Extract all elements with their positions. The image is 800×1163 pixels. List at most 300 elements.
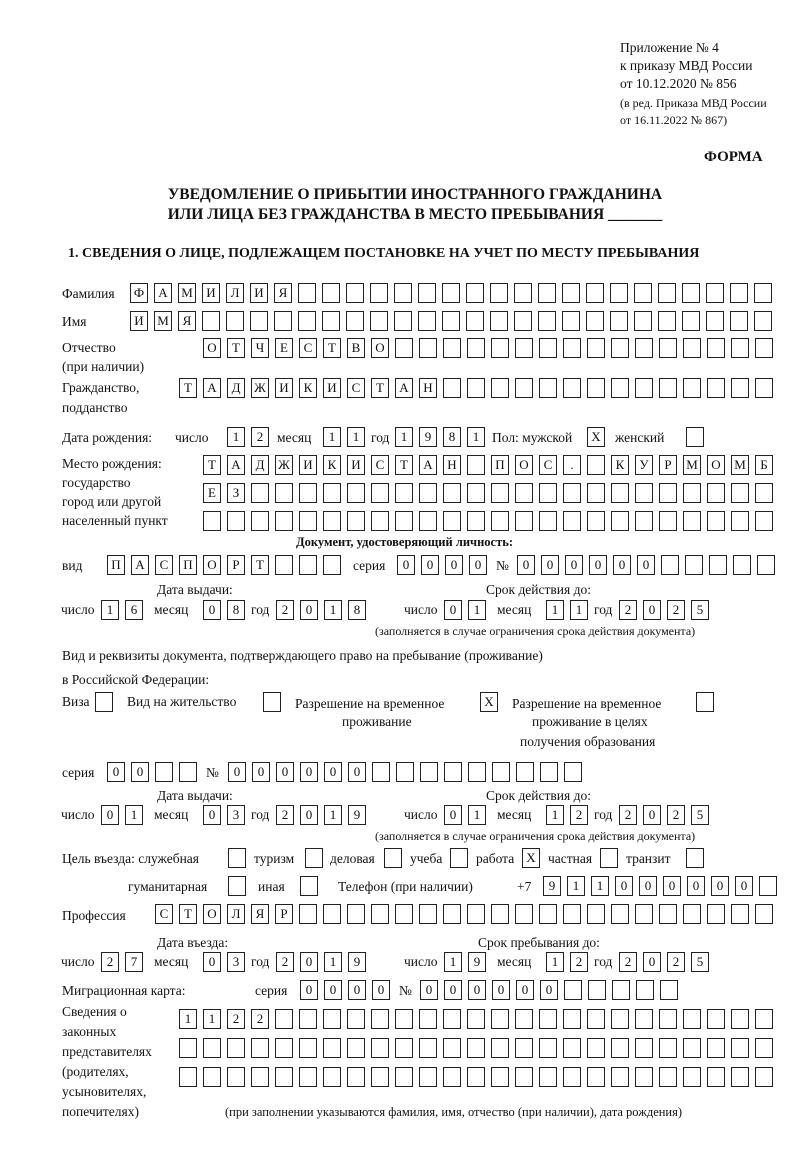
purpose-transit-checkbox-cell[interactable]	[686, 848, 704, 868]
profession-field-cell[interactable]	[467, 904, 485, 924]
entry-year-cell[interactable]: 0	[300, 952, 318, 972]
birth-place-field-cell[interactable]: И	[347, 455, 365, 475]
id-number-field-cell[interactable]: 0	[637, 555, 655, 575]
stay-number-field-cell[interactable]	[372, 762, 390, 782]
representatives-field-cell[interactable]	[587, 1038, 605, 1058]
name-field-cell[interactable]	[322, 311, 340, 331]
representatives-field-cell[interactable]	[467, 1009, 485, 1029]
surname-field-cell[interactable]	[298, 283, 316, 303]
profession-field-cell[interactable]	[395, 904, 413, 924]
birth-place-field-cell[interactable]	[539, 511, 557, 531]
birth-place-field-cell[interactable]	[611, 483, 629, 503]
patronymic-field-cell[interactable]	[539, 338, 557, 358]
birth-place-field-cell[interactable]	[563, 483, 581, 503]
representatives-field-cell[interactable]	[755, 1067, 773, 1087]
representatives-field-cell[interactable]	[203, 1067, 221, 1087]
representatives-field-cell[interactable]	[731, 1067, 749, 1087]
stay-number-field-cell[interactable]	[516, 762, 534, 782]
birth-place-field-cell[interactable]	[731, 483, 749, 503]
birth-place-field-cell[interactable]	[611, 511, 629, 531]
representatives-field-cell[interactable]	[491, 1038, 509, 1058]
id-series-field-cell[interactable]: 0	[445, 555, 463, 575]
stay-valid-month-cell[interactable]: 1	[546, 805, 564, 825]
stay-until-year-cell[interactable]: 0	[643, 952, 661, 972]
representatives-field-cell[interactable]	[755, 1009, 773, 1029]
patronymic-field-cell[interactable]	[587, 338, 605, 358]
citizenship-field-cell[interactable]: Т	[371, 378, 389, 398]
entry-day-cell[interactable]: 7	[125, 952, 143, 972]
name-field-cell[interactable]	[274, 311, 292, 331]
representatives-field-cell[interactable]: 1	[179, 1009, 197, 1029]
stay-valid-day-cell[interactable]: 1	[468, 805, 486, 825]
stay-until-month-cell[interactable]: 2	[570, 952, 588, 972]
surname-field-cell[interactable]: Л	[226, 283, 244, 303]
phone-field-cell[interactable]: 0	[687, 876, 705, 896]
profession-field-cell[interactable]	[491, 904, 509, 924]
patronymic-field-cell[interactable]	[443, 338, 461, 358]
profession-field-cell[interactable]	[371, 904, 389, 924]
birth-place-field-cell[interactable]	[683, 511, 701, 531]
birth-place-field-cell[interactable]	[683, 483, 701, 503]
stay-number-field-cell[interactable]: 0	[252, 762, 270, 782]
citizenship-field-cell[interactable]	[587, 378, 605, 398]
citizenship-field-cell[interactable]	[659, 378, 677, 398]
citizenship-field-cell[interactable]: Ж	[251, 378, 269, 398]
temp-res-edu-checkbox-cell[interactable]	[696, 692, 714, 712]
id-issue-day-cell[interactable]: 1	[101, 600, 119, 620]
birth-place-field-cell[interactable]	[443, 483, 461, 503]
representatives-field-cell[interactable]	[251, 1067, 269, 1087]
id-number-field-cell[interactable]	[733, 555, 751, 575]
representatives-field-cell[interactable]	[467, 1067, 485, 1087]
phone-field-cell[interactable]: 0	[639, 876, 657, 896]
representatives-field-cell[interactable]	[611, 1067, 629, 1087]
patronymic-field-cell[interactable]: О	[203, 338, 221, 358]
name-field-cell[interactable]: Я	[178, 311, 196, 331]
representatives-field-cell[interactable]	[539, 1009, 557, 1029]
stay-until-day-cell[interactable]: 9	[468, 952, 486, 972]
representatives-field-cell[interactable]	[443, 1009, 461, 1029]
representatives-field-cell[interactable]	[371, 1009, 389, 1029]
id-kind-field-cell[interactable]: С	[155, 555, 173, 575]
stay-number-field-cell[interactable]	[396, 762, 414, 782]
representatives-field-cell[interactable]	[299, 1009, 317, 1029]
profession-field-cell[interactable]: С	[155, 904, 173, 924]
name-field-cell[interactable]	[538, 311, 556, 331]
birth-place-field-cell[interactable]	[635, 483, 653, 503]
birth-place-field-cell[interactable]	[755, 483, 773, 503]
citizenship-field-cell[interactable]: Д	[227, 378, 245, 398]
birth-place-field-cell[interactable]: К	[323, 455, 341, 475]
birth-place-field-cell[interactable]: К	[611, 455, 629, 475]
profession-field-cell[interactable]	[515, 904, 533, 924]
mc-number-field-cell[interactable]: 0	[540, 980, 558, 1000]
profession-field-cell[interactable]	[659, 904, 677, 924]
profession-field-cell[interactable]	[731, 904, 749, 924]
patronymic-field-cell[interactable]: Т	[323, 338, 341, 358]
citizenship-field-cell[interactable]	[491, 378, 509, 398]
id-issue-year-cell[interactable]: 2	[276, 600, 294, 620]
birth-place-field-cell[interactable]: С	[371, 455, 389, 475]
profession-field-cell[interactable]: Т	[179, 904, 197, 924]
birth-year-cell[interactable]: 1	[467, 427, 485, 447]
representatives-field-cell[interactable]	[563, 1009, 581, 1029]
surname-field-cell[interactable]	[490, 283, 508, 303]
purpose-business-checkbox-cell[interactable]	[384, 848, 402, 868]
representatives-field-cell[interactable]	[659, 1067, 677, 1087]
patronymic-field-cell[interactable]	[635, 338, 653, 358]
purpose-private-checkbox-cell[interactable]	[600, 848, 618, 868]
citizenship-field-cell[interactable]: Т	[179, 378, 197, 398]
surname-field-cell[interactable]	[682, 283, 700, 303]
name-field-cell[interactable]	[754, 311, 772, 331]
birth-place-field-cell[interactable]	[395, 511, 413, 531]
patronymic-field-cell[interactable]	[755, 338, 773, 358]
patronymic-field-cell[interactable]	[563, 338, 581, 358]
birth-place-field-cell[interactable]	[299, 483, 317, 503]
representatives-field-cell[interactable]	[395, 1067, 413, 1087]
birth-year-cell[interactable]: 1	[395, 427, 413, 447]
birth-place-field-cell[interactable]: Ж	[275, 455, 293, 475]
surname-field-cell[interactable]	[658, 283, 676, 303]
representatives-field-cell[interactable]	[683, 1038, 701, 1058]
entry-month-cell[interactable]: 3	[227, 952, 245, 972]
representatives-field-cell[interactable]	[275, 1009, 293, 1029]
profession-field-cell[interactable]	[443, 904, 461, 924]
name-field-cell[interactable]	[490, 311, 508, 331]
id-series-field-cell[interactable]: 0	[421, 555, 439, 575]
representatives-field-cell[interactable]	[275, 1038, 293, 1058]
id-number-field-cell[interactable]	[757, 555, 775, 575]
surname-field-cell[interactable]	[586, 283, 604, 303]
birth-place-field-cell[interactable]	[635, 511, 653, 531]
profession-field-cell[interactable]	[755, 904, 773, 924]
surname-field-cell[interactable]	[610, 283, 628, 303]
surname-field-cell[interactable]	[514, 283, 532, 303]
id-issue-day-cell[interactable]: 6	[125, 600, 143, 620]
citizenship-field-cell[interactable]	[563, 378, 581, 398]
representatives-field-cell[interactable]	[755, 1038, 773, 1058]
patronymic-field-cell[interactable]: Е	[275, 338, 293, 358]
id-issue-year-cell[interactable]: 1	[324, 600, 342, 620]
patronymic-field-cell[interactable]	[515, 338, 533, 358]
birth-day-cell[interactable]: 2	[251, 427, 269, 447]
mc-number-field-cell[interactable]: 0	[516, 980, 534, 1000]
citizenship-field-cell[interactable]	[635, 378, 653, 398]
representatives-field-cell[interactable]	[611, 1038, 629, 1058]
representatives-field-cell[interactable]	[323, 1038, 341, 1058]
phone-field-cell[interactable]: 0	[711, 876, 729, 896]
id-issue-year-cell[interactable]: 0	[300, 600, 318, 620]
representatives-field-cell[interactable]	[395, 1038, 413, 1058]
profession-field-cell[interactable]: Л	[227, 904, 245, 924]
purpose-humanitarian-checkbox-cell[interactable]	[228, 876, 246, 896]
stay-issue-year-cell[interactable]: 2	[276, 805, 294, 825]
representatives-field-cell[interactable]	[443, 1067, 461, 1087]
visa-checkbox-cell[interactable]	[95, 692, 113, 712]
id-valid-year-cell[interactable]: 0	[643, 600, 661, 620]
stay-until-year-cell[interactable]: 5	[691, 952, 709, 972]
surname-field-cell[interactable]	[634, 283, 652, 303]
birth-place-field-cell[interactable]: О	[707, 455, 725, 475]
stay-series-field-cell[interactable]	[155, 762, 173, 782]
profession-field-cell[interactable]	[323, 904, 341, 924]
representatives-field-cell[interactable]	[419, 1038, 437, 1058]
birth-place-field-cell[interactable]: А	[419, 455, 437, 475]
representatives-field-cell[interactable]	[419, 1067, 437, 1087]
name-field-cell[interactable]	[298, 311, 316, 331]
mc-number-field-cell[interactable]	[588, 980, 606, 1000]
mc-number-field-cell[interactable]	[564, 980, 582, 1000]
birth-place-field-cell[interactable]	[323, 483, 341, 503]
phone-field-cell[interactable]: 9	[543, 876, 561, 896]
birth-place-field-cell[interactable]	[539, 483, 557, 503]
name-field-cell[interactable]	[562, 311, 580, 331]
id-kind-field-cell[interactable]	[323, 555, 341, 575]
surname-field-cell[interactable]: И	[250, 283, 268, 303]
citizenship-field-cell[interactable]	[707, 378, 725, 398]
surname-field-cell[interactable]	[370, 283, 388, 303]
name-field-cell[interactable]	[634, 311, 652, 331]
id-kind-field-cell[interactable]: П	[107, 555, 125, 575]
birth-place-field-cell[interactable]	[587, 455, 605, 475]
birth-place-field-cell[interactable]	[467, 483, 485, 503]
surname-field-cell[interactable]	[562, 283, 580, 303]
representatives-field-cell[interactable]	[323, 1067, 341, 1087]
citizenship-field-cell[interactable]: С	[347, 378, 365, 398]
birth-place-field-cell[interactable]	[347, 511, 365, 531]
citizenship-field-cell[interactable]	[731, 378, 749, 398]
stay-valid-month-cell[interactable]: 2	[570, 805, 588, 825]
id-valid-day-cell[interactable]: 1	[468, 600, 486, 620]
representatives-field-cell[interactable]	[731, 1038, 749, 1058]
phone-field-cell[interactable]: 0	[735, 876, 753, 896]
representatives-field-cell[interactable]	[179, 1067, 197, 1087]
birth-place-field-cell[interactable]	[275, 511, 293, 531]
birth-place-field-cell[interactable]: Е	[203, 483, 221, 503]
citizenship-field-cell[interactable]: А	[395, 378, 413, 398]
entry-year-cell[interactable]: 2	[276, 952, 294, 972]
birth-place-field-cell[interactable]	[707, 483, 725, 503]
patronymic-field-cell[interactable]: С	[299, 338, 317, 358]
surname-field-cell[interactable]: Ф	[130, 283, 148, 303]
surname-field-cell[interactable]: Я	[274, 283, 292, 303]
patronymic-field-cell[interactable]	[467, 338, 485, 358]
stay-valid-year-cell[interactable]: 2	[667, 805, 685, 825]
patronymic-field-cell[interactable]	[395, 338, 413, 358]
patronymic-field-cell[interactable]: Ч	[251, 338, 269, 358]
patronymic-field-cell[interactable]: В	[347, 338, 365, 358]
representatives-field-cell[interactable]	[635, 1009, 653, 1029]
birth-place-field-cell[interactable]	[371, 511, 389, 531]
mc-number-field-cell[interactable]: 0	[492, 980, 510, 1000]
representatives-field-cell[interactable]	[707, 1067, 725, 1087]
surname-field-cell[interactable]	[754, 283, 772, 303]
birth-place-field-cell[interactable]	[659, 511, 677, 531]
representatives-field-cell[interactable]	[419, 1009, 437, 1029]
profession-field-cell[interactable]	[635, 904, 653, 924]
entry-year-cell[interactable]: 9	[348, 952, 366, 972]
residence-checkbox-cell[interactable]	[263, 692, 281, 712]
profession-field-cell[interactable]	[611, 904, 629, 924]
surname-field-cell[interactable]: М	[178, 283, 196, 303]
purpose-official-checkbox-cell[interactable]	[228, 848, 246, 868]
mc-number-field-cell[interactable]: 0	[420, 980, 438, 1000]
birth-place-field-cell[interactable]: Д	[251, 455, 269, 475]
representatives-field-cell[interactable]	[347, 1067, 365, 1087]
birth-place-field-cell[interactable]	[467, 455, 485, 475]
patronymic-field-cell[interactable]	[683, 338, 701, 358]
stay-issue-year-cell[interactable]: 1	[324, 805, 342, 825]
representatives-field-cell[interactable]	[635, 1067, 653, 1087]
birth-place-field-cell[interactable]	[203, 511, 221, 531]
representatives-field-cell[interactable]	[563, 1067, 581, 1087]
representatives-field-cell[interactable]	[203, 1038, 221, 1058]
stay-number-field-cell[interactable]	[444, 762, 462, 782]
birth-month-cell[interactable]: 1	[323, 427, 341, 447]
stay-until-year-cell[interactable]: 2	[667, 952, 685, 972]
birth-place-field-cell[interactable]	[323, 511, 341, 531]
name-field-cell[interactable]	[730, 311, 748, 331]
mc-number-field-cell[interactable]: 0	[444, 980, 462, 1000]
id-number-field-cell[interactable]	[685, 555, 703, 575]
birth-place-field-cell[interactable]: Б	[755, 455, 773, 475]
stay-number-field-cell[interactable]: 0	[276, 762, 294, 782]
representatives-field-cell[interactable]: 2	[227, 1009, 245, 1029]
representatives-field-cell[interactable]	[707, 1038, 725, 1058]
profession-field-cell[interactable]	[563, 904, 581, 924]
citizenship-field-cell[interactable]	[515, 378, 533, 398]
birth-place-field-cell[interactable]	[371, 483, 389, 503]
representatives-field-cell[interactable]	[611, 1009, 629, 1029]
birth-place-field-cell[interactable]: З	[227, 483, 245, 503]
surname-field-cell[interactable]: А	[154, 283, 172, 303]
birth-place-field-cell[interactable]: У	[635, 455, 653, 475]
name-field-cell[interactable]	[706, 311, 724, 331]
representatives-field-cell[interactable]	[659, 1038, 677, 1058]
stay-number-field-cell[interactable]	[468, 762, 486, 782]
entry-month-cell[interactable]: 0	[203, 952, 221, 972]
representatives-field-cell[interactable]	[251, 1038, 269, 1058]
birth-place-field-cell[interactable]	[515, 483, 533, 503]
id-kind-field-cell[interactable]: Т	[251, 555, 269, 575]
phone-field-cell[interactable]: 1	[567, 876, 585, 896]
representatives-field-cell[interactable]	[299, 1038, 317, 1058]
birth-place-field-cell[interactable]	[491, 511, 509, 531]
birth-place-field-cell[interactable]	[515, 511, 533, 531]
id-issue-month-cell[interactable]: 0	[203, 600, 221, 620]
birth-place-field-cell[interactable]	[251, 511, 269, 531]
patronymic-field-cell[interactable]	[659, 338, 677, 358]
patronymic-field-cell[interactable]	[419, 338, 437, 358]
birth-place-field-cell[interactable]	[707, 511, 725, 531]
id-valid-day-cell[interactable]: 0	[444, 600, 462, 620]
purpose-study-checkbox-cell[interactable]	[450, 848, 468, 868]
surname-field-cell[interactable]	[346, 283, 364, 303]
surname-field-cell[interactable]	[730, 283, 748, 303]
id-kind-field-cell[interactable]	[299, 555, 317, 575]
birth-place-field-cell[interactable]	[347, 483, 365, 503]
name-field-cell[interactable]	[418, 311, 436, 331]
surname-field-cell[interactable]: И	[202, 283, 220, 303]
representatives-field-cell[interactable]	[227, 1038, 245, 1058]
representatives-field-cell[interactable]	[179, 1038, 197, 1058]
birth-place-field-cell[interactable]: О	[515, 455, 533, 475]
id-kind-field-cell[interactable]: О	[203, 555, 221, 575]
representatives-field-cell[interactable]	[371, 1067, 389, 1087]
citizenship-field-cell[interactable]	[467, 378, 485, 398]
stay-issue-year-cell[interactable]: 0	[300, 805, 318, 825]
stay-valid-year-cell[interactable]: 2	[619, 805, 637, 825]
stay-series-field-cell[interactable]: 0	[131, 762, 149, 782]
birth-place-field-cell[interactable]: Р	[659, 455, 677, 475]
id-valid-year-cell[interactable]: 2	[619, 600, 637, 620]
id-number-field-cell[interactable]	[661, 555, 679, 575]
stay-number-field-cell[interactable]	[540, 762, 558, 782]
birth-place-field-cell[interactable]: .	[563, 455, 581, 475]
entry-year-cell[interactable]: 1	[324, 952, 342, 972]
stay-until-year-cell[interactable]: 2	[619, 952, 637, 972]
stay-number-field-cell[interactable]	[564, 762, 582, 782]
representatives-field-cell[interactable]: 1	[203, 1009, 221, 1029]
stay-series-field-cell[interactable]: 0	[107, 762, 125, 782]
id-series-field-cell[interactable]: 0	[469, 555, 487, 575]
representatives-field-cell[interactable]	[443, 1038, 461, 1058]
profession-field-cell[interactable]: Я	[251, 904, 269, 924]
profession-field-cell[interactable]	[419, 904, 437, 924]
representatives-field-cell[interactable]	[587, 1067, 605, 1087]
citizenship-field-cell[interactable]	[611, 378, 629, 398]
stay-number-field-cell[interactable]: 0	[228, 762, 246, 782]
surname-field-cell[interactable]	[322, 283, 340, 303]
birth-place-field-cell[interactable]	[587, 511, 605, 531]
representatives-field-cell[interactable]	[587, 1009, 605, 1029]
birth-place-field-cell[interactable]	[227, 511, 245, 531]
surname-field-cell[interactable]	[706, 283, 724, 303]
profession-field-cell[interactable]	[299, 904, 317, 924]
phone-field-cell[interactable]: 1	[591, 876, 609, 896]
birth-place-field-cell[interactable]	[491, 483, 509, 503]
id-kind-field-cell[interactable]	[275, 555, 293, 575]
representatives-field-cell[interactable]	[275, 1067, 293, 1087]
citizenship-field-cell[interactable]	[443, 378, 461, 398]
name-field-cell[interactable]	[586, 311, 604, 331]
profession-field-cell[interactable]: Р	[275, 904, 293, 924]
purpose-tourism-checkbox-cell[interactable]	[305, 848, 323, 868]
profession-field-cell[interactable]	[539, 904, 557, 924]
stay-valid-year-cell[interactable]: 5	[691, 805, 709, 825]
representatives-field-cell[interactable]	[731, 1009, 749, 1029]
birth-place-field-cell[interactable]: П	[491, 455, 509, 475]
representatives-field-cell[interactable]: 2	[251, 1009, 269, 1029]
id-kind-field-cell[interactable]: А	[131, 555, 149, 575]
id-valid-year-cell[interactable]: 5	[691, 600, 709, 620]
surname-field-cell[interactable]	[394, 283, 412, 303]
purpose-other-checkbox-cell[interactable]	[300, 876, 318, 896]
representatives-field-cell[interactable]	[683, 1067, 701, 1087]
stay-number-field-cell[interactable]	[420, 762, 438, 782]
representatives-field-cell[interactable]	[635, 1038, 653, 1058]
birth-place-field-cell[interactable]	[419, 483, 437, 503]
stay-until-month-cell[interactable]: 1	[546, 952, 564, 972]
profession-field-cell[interactable]: О	[203, 904, 221, 924]
birth-place-field-cell[interactable]	[275, 483, 293, 503]
phone-field-cell[interactable]	[759, 876, 777, 896]
mc-series-field-cell[interactable]: 0	[348, 980, 366, 1000]
id-valid-year-cell[interactable]: 2	[667, 600, 685, 620]
birth-place-field-cell[interactable]	[659, 483, 677, 503]
citizenship-field-cell[interactable]: А	[203, 378, 221, 398]
